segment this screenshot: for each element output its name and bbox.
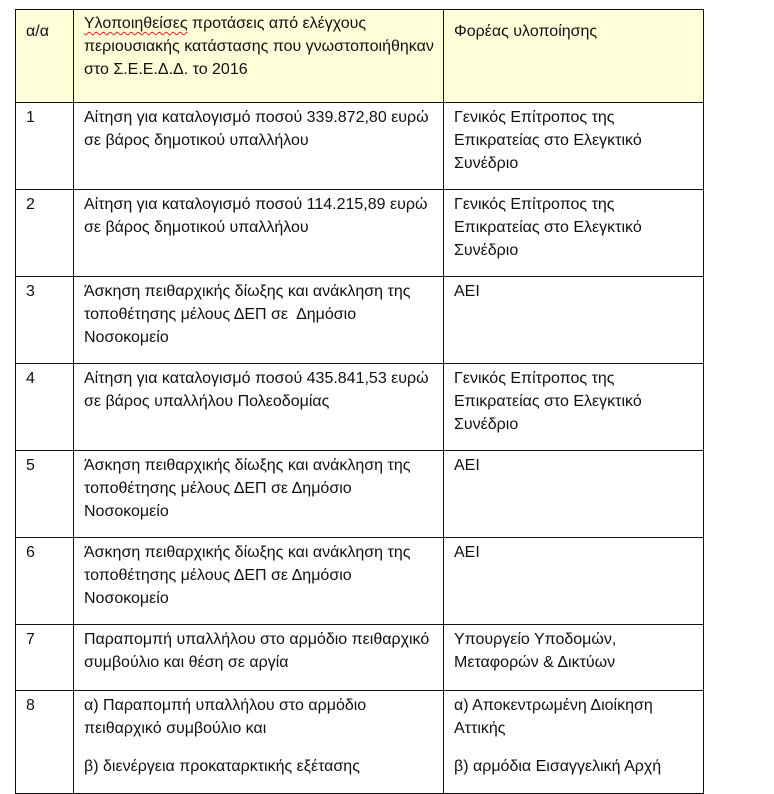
row-description [74,691,444,794]
row-description: Αίτηση για καταλογισμό ποσού 435.841,53 ευρώ σε βάρος υπαλλήλου Πολεοδομίας [74,364,444,451]
table-row [16,691,704,794]
row-number: 7 [16,625,74,691]
table-row [16,190,704,277]
row-number: 3 [16,277,74,364]
row-description-part-a: α) Παραπομπή υπαλλήλου στο αρμόδιο πειθαρχικό συμβούλιο και [84,697,367,737]
header-description [74,10,444,103]
spellcheck-flagged-word: Υλοποιηθείσες [84,15,188,32]
header-implementing-body: Φορέας υλοποίησης [444,10,704,103]
header-number: α/α [16,10,74,103]
row-implementing-body: Γενικός Επίτροπος της Επικρατείας στο Ελεγκτικό Συνέδριο [444,364,704,451]
row-description: Άσκηση πειθαρχικής δίωξης και ανάκληση της τοποθέτησης μέλους ΔΕΠ σε Δημόσιο Νοσοκομείο [74,277,444,364]
row-implementing-body-part-a: α) Αποκεντρωμένη Διοίκηση Αττικής [454,697,653,737]
proposals-table [15,9,704,794]
row-number: 4 [16,364,74,451]
table-row [16,538,704,625]
row-number: 6 [16,538,74,625]
row-implementing-body [444,691,704,794]
table-row [16,364,704,451]
row-description: Άσκηση πειθαρχικής δίωξης και ανάκληση της τοποθέτησης μέλους ΔΕΠ σε Δημόσιο Νοσοκομείο [74,538,444,625]
header-row [16,10,704,103]
table-row [16,277,704,364]
row-implementing-body-part-b: β) αρμόδια Εισαγγελική Αρχή [454,758,662,775]
table-row [16,451,704,538]
row-number: 5 [16,451,74,538]
table-header [16,10,704,103]
row-implementing-body: ΑΕΙ [444,451,704,538]
row-implementing-body: Υπουργείο Υποδομών, Μεταφορών & Δικτύων [444,625,704,691]
table-row [16,625,704,691]
row-number: 1 [16,103,74,190]
row-description-part-b: β) διενέργεια προκαταρκτικής εξέτασης [84,758,360,775]
row-implementing-body: Γενικός Επίτροπος της Επικρατείας στο Ελεγκτικό Συνέδριο [444,190,704,277]
row-implementing-body: ΑΕΙ [444,277,704,364]
header-description-text: προτάσεις από ελέγχους περιουσιακής κατάστασης που γνωστοποιήθηκαν στο Σ.Ε.Ε.Δ.Δ. το 2016 [84,15,434,78]
row-description: Αίτηση για καταλογισμό ποσού 114.215,89 ευρώ σε βάρος δημοτικού υπαλλήλου [74,190,444,277]
row-number: 8 [16,691,74,794]
row-description: Παραπομπή υπαλλήλου στο αρμόδιο πειθαρχικό συμβούλιο και θέση σε αργία [74,625,444,691]
table-row [16,103,704,190]
row-implementing-body: ΑΕΙ [444,538,704,625]
row-implementing-body: Γενικός Επίτροπος της Επικρατείας στο Ελεγκτικό Συνέδριο [444,103,704,190]
row-number: 2 [16,190,74,277]
table-body [16,103,704,794]
row-description: Άσκηση πειθαρχικής δίωξης και ανάκληση της τοποθέτησης μέλους ΔΕΠ σε Δημόσιο Νοσοκομείο [74,451,444,538]
row-description: Αίτηση για καταλογισμό ποσού 339.872,80 ευρώ σε βάρος δημοτικού υπαλλήλου [74,103,444,190]
